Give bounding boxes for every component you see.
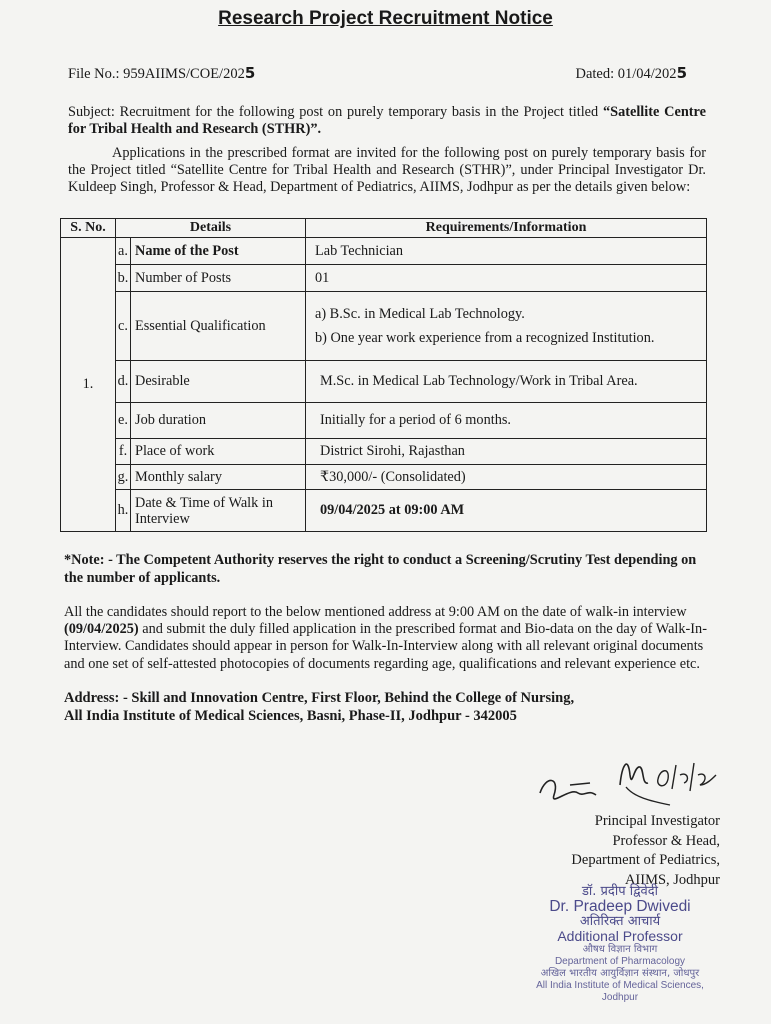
venue-address: Address: - Skill and Innovation Centre, First Floor, Behind the College of Nursing, All India Institute of Medical Sciences, Basni, Phase-II, Jodhpur - 342005 bbox=[64, 690, 575, 724]
table-row: b. Number of Posts 01 bbox=[61, 265, 707, 292]
table-row: c. Essential Qualification a) B.Sc. in Medical Lab Technology. b) One year work experience from a recognized Institution. bbox=[61, 292, 707, 361]
signatory-block: Principal Investigator Professor & Head, Department of Pediatrics, AIIMS, Jodhpur bbox=[571, 813, 720, 888]
official-stamp: डॉ. प्रदीप द्विवेदी Dr. Pradeep Dwivedi अतिरिक्त आचार्य Additional Professor औषध विज्ञान विभाग Department of Pharmacology अखिल भारतीय आयुर्विज्ञान संस्थान, जोधपुर All India Institute of Medical Sciences, Jodhpur bbox=[536, 884, 704, 1003]
handwritten-signature bbox=[530, 745, 730, 820]
table-row: g. Monthly salary ₹30,000/- (Consolidated) bbox=[61, 465, 707, 490]
header-sno: S. No. bbox=[61, 219, 116, 238]
report-paragraph: All the candidates should report to the below mentioned address at 9:00 AM on the date of walk-in interview (09/04/2025) and submit the duly filled application in the prescribed format and Bio-data on the day of Walk-In-Interview. Candidates should appear in person for Walk-In-Interview along with all relevant original documents and one set of self-attested photocopies of documents regarding age, qualifications and relevant experience etc. bbox=[64, 604, 707, 672]
notice-date: Dated: 01/04/2025 bbox=[575, 64, 687, 82]
screening-note: *Note: - The Competent Authority reserves the right to conduct a Screening/Scrutiny Test depending on the number of applicants. bbox=[64, 552, 697, 586]
table-row: h. Date & Time of Walk in Interview 09/04/2025 at 09:00 AM bbox=[61, 490, 707, 532]
table-row: 1. a. Name of the Post Lab Technician bbox=[61, 238, 707, 265]
post-details-table bbox=[60, 218, 707, 532]
project-title: “Satellite Centre for Tribal Health and Research (STHR)”. bbox=[68, 104, 706, 137]
header-details: Details bbox=[116, 219, 306, 238]
table-row: f. Place of work District Sirohi, Rajasthan bbox=[61, 439, 707, 465]
intro-paragraph: Applications in the prescribed format are invited for the following post on purely temporary basis for the Project titled “Satellite Centre for Tribal Health and Research (STHR)”, under Principal Investigator Dr. Kuldeep Singh, Professor & Head, Department of Pediatrics, AIIMS, Jodhpur as per the details given below: bbox=[68, 145, 706, 195]
file-number: File No.: 959AIIMS/COE/2025 bbox=[68, 64, 256, 82]
notice-title: Research Project Recruitment Notice bbox=[218, 8, 553, 29]
subject-paragraph: Subject: Recruitment for the following post on purely temporary basis in the Project titled “Satellite Centre for Tribal Health and Research (STHR)”. bbox=[68, 104, 706, 137]
qualification-b: b) One year work experience from a recognized Institution. bbox=[315, 330, 655, 346]
qualification-a: a) B.Sc. in Medical Lab Technology. bbox=[315, 306, 525, 322]
interview-datetime: 09/04/2025 at 09:00 AM bbox=[306, 490, 707, 532]
serial-number: 1. bbox=[61, 238, 116, 532]
table-row: d. Desirable M.Sc. in Medical Lab Technology/Work in Tribal Area. bbox=[61, 361, 707, 403]
header-requirements: Requirements/Information bbox=[306, 219, 707, 238]
table-row: e. Job duration Initially for a period of 6 months. bbox=[61, 403, 707, 439]
